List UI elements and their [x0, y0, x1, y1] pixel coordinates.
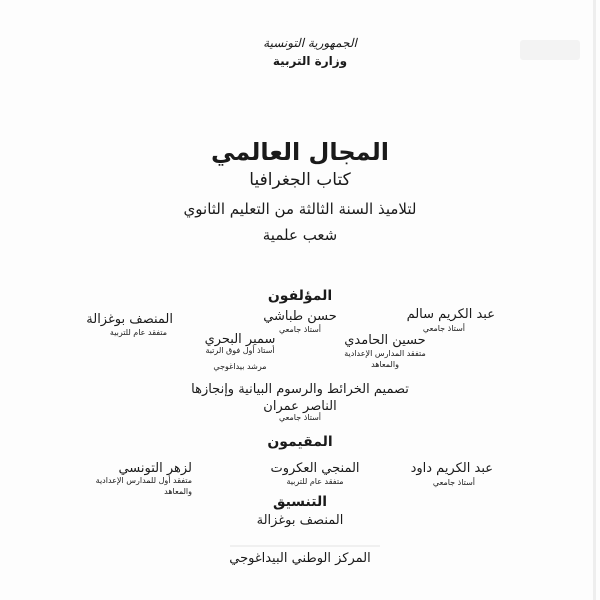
coordination-heading: التنسيق — [272, 494, 328, 510]
author-role: مرشد بيداغوجي — [213, 362, 267, 371]
author-name: المنصف بوغزالة — [86, 312, 173, 327]
author-role: أستاذ أول فوق الرتبة — [205, 346, 275, 355]
faint-line — [230, 545, 380, 547]
evaluator-role: متفقد أول للمدارس الإعدادية — [95, 476, 192, 485]
evaluators-heading: المقيمون — [267, 434, 333, 450]
author-name: حسن طباشي — [263, 309, 337, 324]
branch-line: شعب علمية — [262, 226, 338, 244]
publisher: المركز الوطني البيداغوجي — [229, 551, 371, 566]
author-role: أستاذ جامعي — [422, 324, 465, 333]
evaluator-role: والمعاهد — [164, 487, 192, 496]
evaluator-name: عبد الكريم داود — [410, 461, 493, 476]
evaluator-role: متفقد عام للتربية — [286, 477, 344, 486]
author-role: متفقد المدارس الإعدادية — [344, 349, 426, 358]
evaluator-name: المنجي العكروت — [270, 461, 360, 476]
evaluator-name: لزهر التونسي — [118, 461, 192, 476]
author-name: عبد الكريم سالم — [406, 307, 495, 322]
authors-heading: المؤلفون — [267, 288, 333, 304]
audience-line: لتلاميذ السنة الثالثة من التعليم الثانوي — [183, 200, 417, 218]
header-ministry: وزارة التربية — [272, 54, 348, 68]
author-name: حسين الحامدي — [344, 333, 426, 348]
author-role: متفقد عام للتربية — [109, 328, 167, 337]
coordinator-name: المنصف بوغزالة — [256, 513, 344, 528]
designer-name: الناصر عمران — [263, 399, 337, 414]
author-name: سمير البحري — [204, 332, 276, 347]
header-republic: الجمهورية التونسية — [263, 36, 357, 50]
evaluator-role: أستاذ جامعي — [432, 478, 475, 487]
design-heading: تصميم الخرائط والرسوم البيانية وإنجازها — [191, 382, 409, 397]
designer-role: أستاذ جامعي — [278, 413, 322, 422]
faint-stamp — [520, 40, 580, 60]
author-role: أستاذ جامعي — [278, 325, 322, 334]
page-title: المجال العالمي — [211, 138, 389, 166]
page-edge — [593, 0, 596, 600]
author-role: والمعاهد — [371, 360, 399, 369]
book-title: كتاب الجغرافيا — [249, 170, 351, 190]
